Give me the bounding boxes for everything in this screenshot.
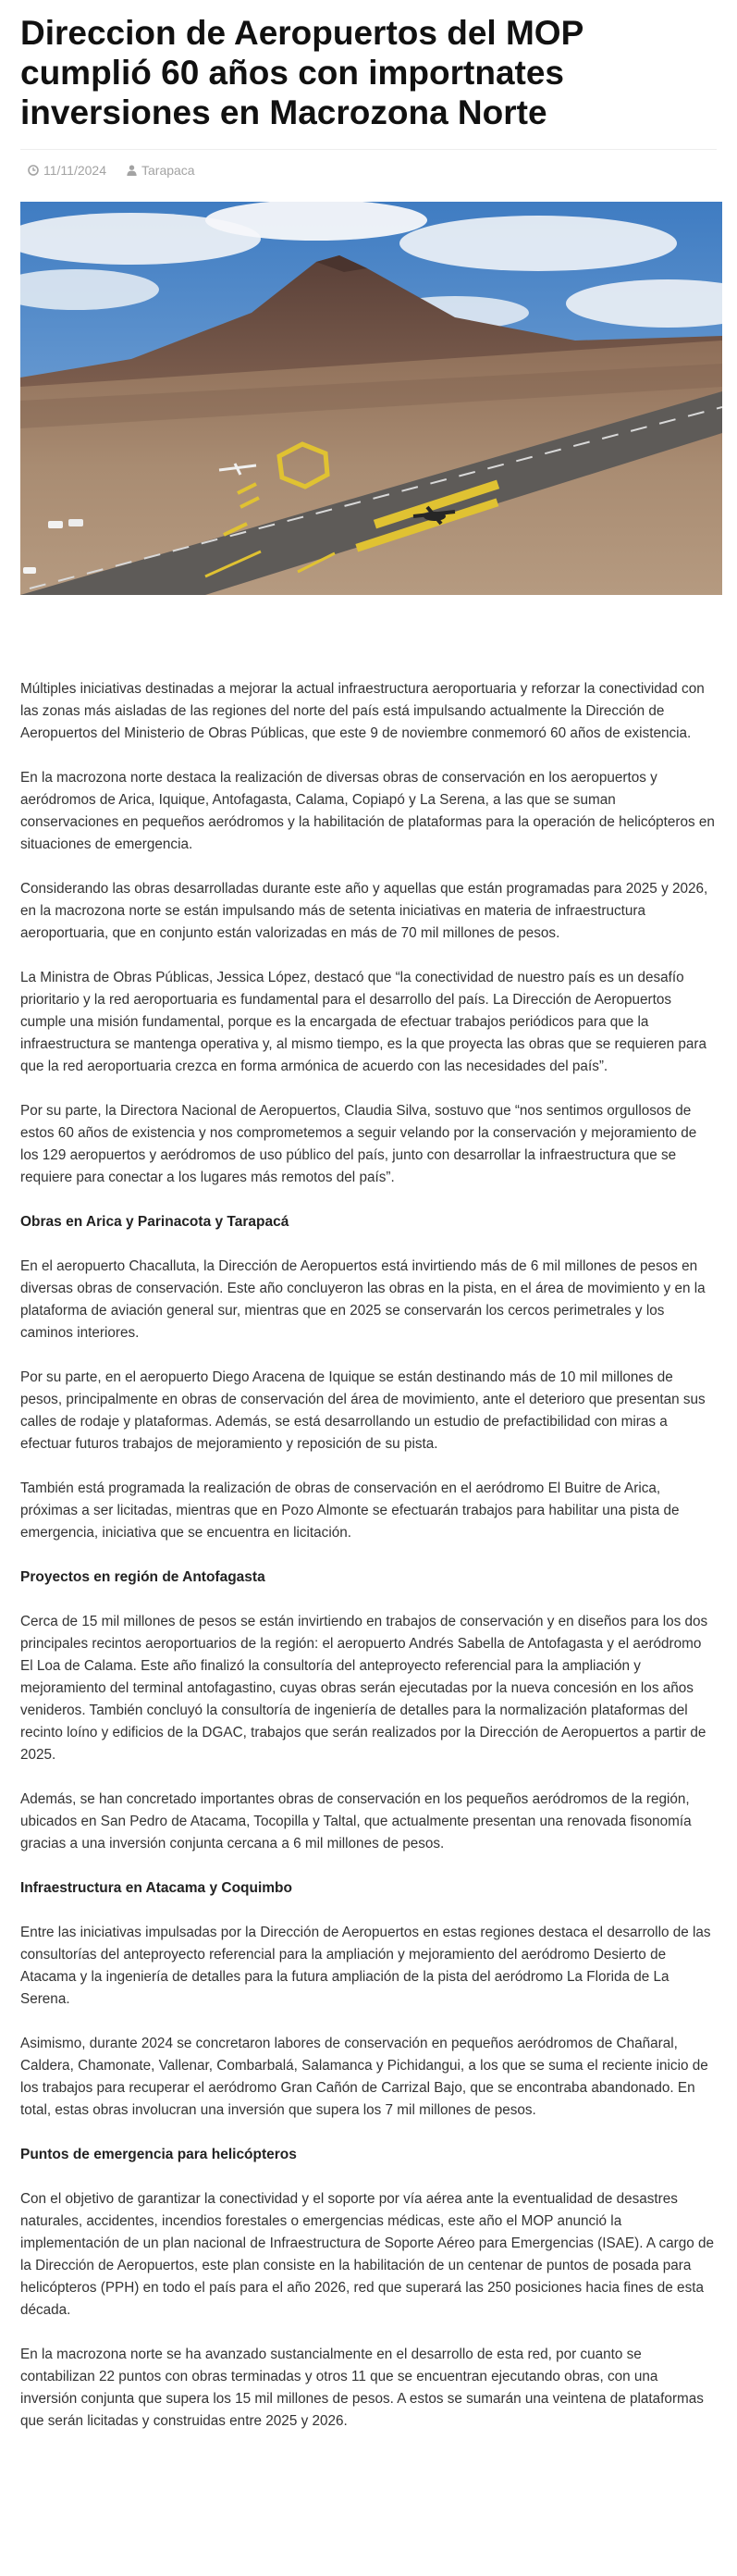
- paragraph: Múltiples iniciativas destinadas a mejorar la actual infraestructura aeroportuaria y reforzar la conectividad con las zonas más aisladas de las regiones del norte del país está impulsando actualmente la Dirección de Aeropuertos del Ministerio de Obras Públicas, que este 9 de noviembre conmemoró 60 años de existencia.: [20, 681, 705, 741]
- article-date-text: 11/11/2024: [43, 163, 106, 178]
- section-heading: Proyectos en región de Antofagasta: [20, 1569, 265, 1585]
- paragraph: En el aeropuerto Chacalluta, la Dirección de Aeropuertos está invirtiendo más de 6 mil millones de pesos en diversas obras de conservación. Este año concluyeron las obras en la pista, en el área de movimiento y en la plataforma de aviación general sur, mientras que en 2025 se conservarán los cercos perimetrales y los caminos interiores.: [20, 1258, 706, 1341]
- user-icon: [127, 165, 137, 176]
- section-heading: Puntos de emergencia para helicópteros: [20, 2147, 297, 2162]
- article-author-text: Tarapaca: [141, 163, 195, 178]
- paragraph: En la macrozona norte destaca la realización de diversas obras de conservación en los aeropuertos y aeródromos de Arica, Iquique, Antofagasta, Calama, Copiapó y La Serena, a las que se suman conservaciones en pequeños aeródromos y la habilitación de plataformas para la operación de helicópteros en situaciones de emergencia.: [20, 770, 715, 852]
- article-meta: [20, 149, 717, 189]
- paragraph: Asimismo, durante 2024 se concretaron labores de conservación en pequeños aeródromos de Chañaral, Caldera, Chamonate, Vallenar, Combarbalá, Salamanca y Pichidangui, a los que se suma el reciente inicio de los trabajos para recuperar el aeródromo Gran Cañón de Carrizal Bajo, que se encontraba abandonado. En total, estas obras involucran una inversión que supera los 7 mil millones de pesos.: [20, 2036, 708, 2118]
- article-title: Direccion de Aeropuertos del MOP cumplió 60 años con importnates inversiones en Macrozona Norte: [20, 14, 583, 131]
- paragraph: Entre las iniciativas impulsadas por la Dirección de Aeropuertos en estas regiones destaca el desarrollo de las consultorías del anteproyecto referencial para la ampliación y mejoramiento del aeródromo Desierto de Atacama y la ingeniería de detalles para la futura ampliación de la pista del aeródromo La Florida de La Serena.: [20, 1925, 711, 2007]
- hero-image: [20, 202, 722, 595]
- paragraph: Por su parte, la Directora Nacional de Aeropuertos, Claudia Silva, sostuvo que “nos sentimos orgullosos de estos 60 años de existencia y nos comprometemos a seguir velando por la conservación y mejoramiento de los 129 aeropuertos y aeródromos de uso público del país, junto con desarrollar la infraestructura que se requiere para conectar a los lugares más remotos del país”.: [20, 1103, 697, 1185]
- paragraph: Por su parte, en el aeropuerto Diego Aracena de Iquique se están destinando más de 10 mil millones de pesos, principalmente en obras de conservación del área de movimiento, ante el deterioro que presentan sus calles de rodaje y plataformas. Además, se está desarrollando un estudio de prefactibilidad con miras a efectuar futuros trabajos de mejoramiento y reposición de su pista.: [20, 1369, 706, 1452]
- article-date[interactable]: [20, 163, 106, 178]
- paragraph: Con el objetivo de garantizar la conectividad y el soporte por vía aérea ante la eventualidad de desastres naturales, accidentes, incendios forestales o emergencias médicas, este año el MOP anunció la implementación de un plan nacional de Infraestructura de Soporte Aéreo para Emergencias (ISAE). A cargo de la Dirección de Aeropuertos, este plan consiste en la habilitación de un centenar de puntos de posada para helicópteros (PPH) en todo el país para el año 2026, red que superará las 250 posiciones hacia fines de esta década.: [20, 2191, 714, 2318]
- article-author[interactable]: [119, 163, 195, 178]
- article-body: [20, 678, 717, 2433]
- section-heading: Obras en Arica y Parinacota y Tarapacá: [20, 1214, 289, 1230]
- paragraph: Cerca de 15 mil millones de pesos se están invirtiendo en trabajos de conservación y en diseños para los dos principales recintos aeroportuarios de la región: el aeropuerto Andrés Sabella de Antofagasta y el aeródromo El Loa de Calama. Este año finalizó la consultoría del anteproyecto referencial para la ampliación y mejoramiento del terminal antofagastino, cuyas obras serán ejecutadas por la nueva concesión en los años venideros. También concluyó la consultoría de ingeniería de detalles para la normalización plataformas del recinto loíno y edificios de la DGAC, trabajos que serán realizados por la Dirección de Aeropuertos a partir de 2025.: [20, 1614, 708, 1763]
- paragraph: También está programada la realización de obras de conservación en el aeródromo El Buitre de Arica, próximas a ser licitadas, mientras que en Pozo Almonte se efectuarán trabajos para habilitar una pista de emergencia, iniciativa que se encuentra en licitación.: [20, 1480, 680, 1541]
- section-heading: Infraestructura en Atacama y Coquimbo: [20, 1880, 292, 1896]
- clock-icon: [28, 165, 39, 176]
- paragraph: Considerando las obras desarrolladas durante este año y aquellas que están programadas para 2025 y 2026, en la macrozona norte se están impulsando más de setenta iniciativas en materia de infraestructura aeroportuaria, que en conjunto están valorizadas en más de 70 mil millones de pesos.: [20, 881, 708, 941]
- paragraph: La Ministra de Obras Públicas, Jessica López, destacó que “la conectividad de nuestro país es un desafío prioritario y la red aeroportuaria es fundamental para el desarrollo del país. La Dirección de Aeropuertos cumple una misión fundamental, porque es la encargada de efectuar trabajos periódicos para que la infraestructura se mantenga operativa y, al mismo tiempo, es la que proyecta las obras que se requieren para que la red aeroportuaria crezca en forma armónica de acuerdo con las necesidades del país”.: [20, 970, 707, 1074]
- paragraph: Además, se han concretado importantes obras de conservación en los pequeños aeródromos de la región, ubicados en San Pedro de Atacama, Tocopilla y Taltal, que actualmente presentan una renovada fisonomía gracias a una inversión conjunta cercana a 6 mil millones de pesos.: [20, 1791, 692, 1852]
- paragraph: En la macrozona norte se ha avanzado sustancialmente en el desarrollo de esta red, por cuanto se contabilizan 22 puntos con obras terminadas y otros 11 que se encuentran ejecutando obras, con una inversión conjunta que supera los 15 mil millones de pesos. A estos se sumarán una veintena de plataformas que serán licitadas y construidas entre 2025 y 2026.: [20, 2347, 704, 2429]
